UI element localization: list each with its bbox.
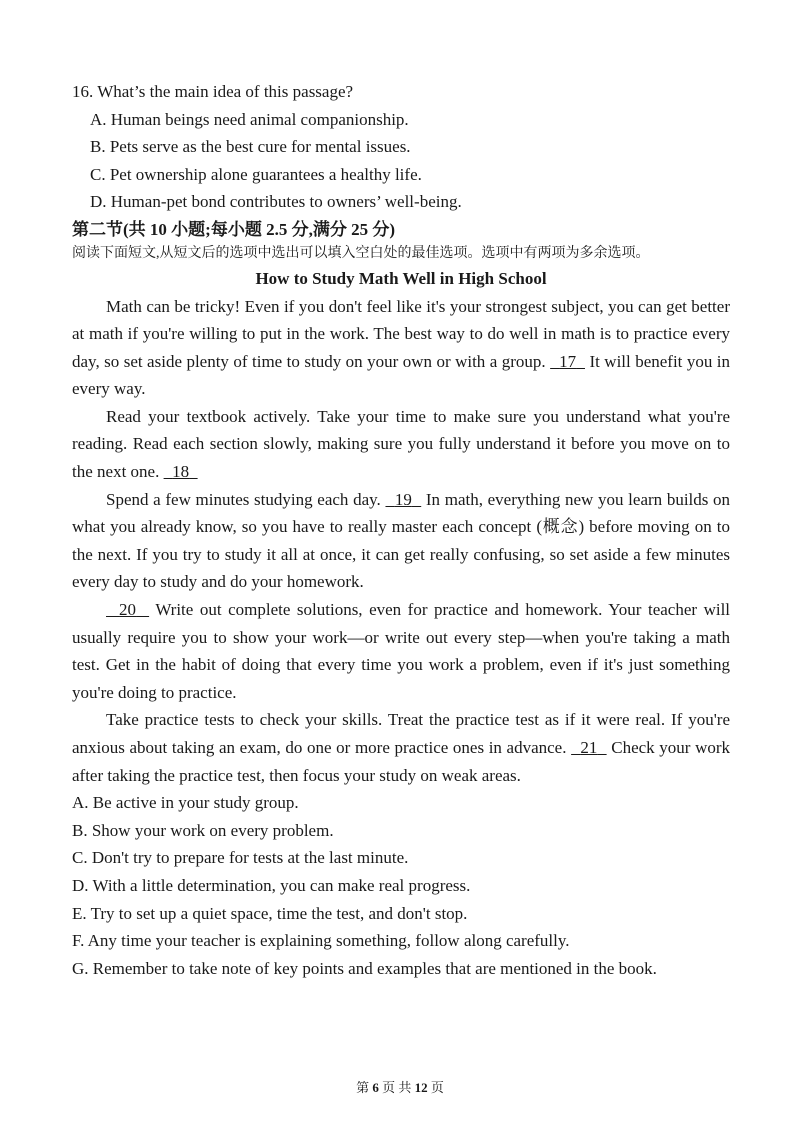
paragraph-1-after: It will benefit you in every way.	[72, 351, 731, 399]
paragraph-3-text: Spend a few minutes studying each day.	[106, 489, 381, 509]
question-16-stem: 16. What’s the main idea of this passage?	[72, 82, 354, 101]
choice-g: G. Remember to take note of key points and examples that are mentioned in the book.	[72, 958, 657, 978]
paragraph-2-text: Read your textbook actively. Take your time to make sure you understand what you're reading. Read each section slowly, making sure you fully understand it before you move on to the next one.	[72, 406, 730, 482]
paragraph-5	[72, 706, 730, 789]
blank-20: 20	[119, 600, 137, 620]
paragraph-4	[72, 596, 730, 706]
choice-b: B. Show your work on every problem.	[72, 820, 334, 840]
section-instructions: 阅读下面短文,从短文后的选项中选出可以填入空白处的最佳选项。选项中有两项为多余选项。	[72, 245, 650, 261]
blank-18: 18	[172, 462, 190, 482]
choice-d: D. With a little determination, you can make real progress.	[72, 875, 471, 895]
blank-17: 17	[559, 351, 577, 371]
paragraph-4-after: Write out complete solutions, even for practice and homework. Your teacher will usually require you to show your work—or write out every step—when you're taking a math test. Get in the habit of doing that every time you work a problem, even if it's just something you're doing to practice.	[72, 600, 731, 702]
question-16-option-d: D. Human-pet bond contributes to owners’ well-being.	[90, 192, 462, 211]
question-16-option-a: A. Human beings need animal companionship.	[90, 109, 409, 129]
paragraph-1-text: Math can be tricky! Even if you don't feel like it's your strongest subject, you can get better at math if you're willing to put in the work. The best way to do well in math is to practice every day, so set aside plenty of time to study on your own or with a group.	[72, 296, 730, 371]
paragraph-3	[72, 486, 730, 596]
choice-a: A. Be active in your study group.	[72, 793, 299, 813]
footer-post: 页	[430, 1080, 444, 1095]
question-16-option-c: C. Pet ownership alone guarantees a healthy life.	[90, 164, 422, 184]
footer-mid: 页 共	[382, 1080, 412, 1095]
paragraph-2	[72, 403, 730, 486]
paragraph-3-after: In math, everything new you learn builds on what you already know, so you have to really master each concept (概念) before moving on to the next. If you try to study it all at once, it can get really confusing, so set aside a few minutes every day to study and do your homework.	[72, 489, 731, 592]
blank-21: 21	[580, 738, 598, 757]
choice-f: F. Any time your teacher is explaining something, follow along carefully.	[72, 931, 570, 951]
paragraph-1	[72, 293, 730, 403]
question-16-option-b: B. Pets serve as the best cure for mental issues.	[90, 137, 411, 156]
passage-title: How to Study Math Well in High School	[255, 268, 547, 288]
paragraph-5-text: Take practice tests to check your skills. Treat the practice test as if it were real. If you're anxious about taking an exam, do one or more practice ones in advance.	[72, 710, 730, 757]
footer-page-number: 6	[372, 1080, 379, 1095]
choice-c: C. Don't try to prepare for tests at the last minute.	[72, 848, 409, 868]
page-footer	[0, 1079, 800, 1097]
section-heading: 第二节(共 10 小题;每小题 2.5 分,满分 25 分)	[72, 219, 395, 239]
choice-e: E. Try to set up a quiet space, time the test, and don't stop.	[72, 903, 468, 923]
footer-total-pages: 12	[414, 1080, 428, 1095]
paragraph-5-after: Check your work after taking the practice test, then focus your study on weak areas.	[72, 738, 731, 785]
blank-19: 19	[394, 489, 412, 509]
document-page	[72, 78, 730, 982]
footer-pre: 第	[356, 1080, 370, 1095]
